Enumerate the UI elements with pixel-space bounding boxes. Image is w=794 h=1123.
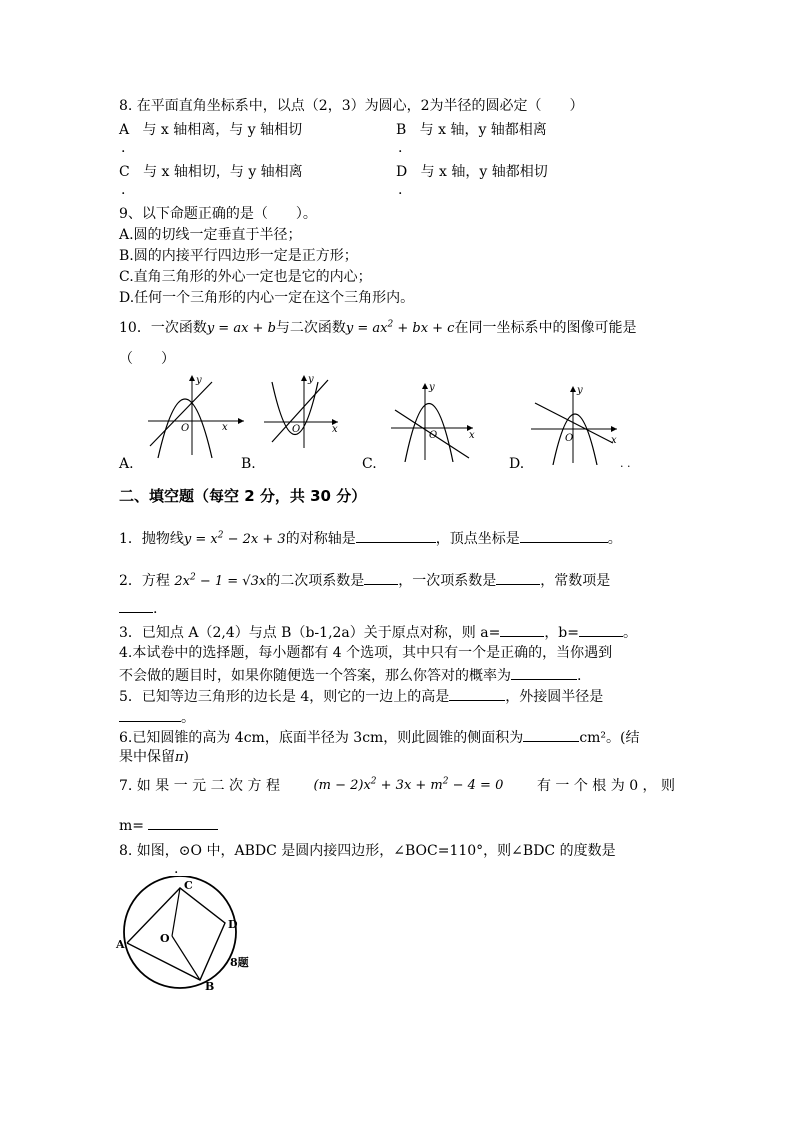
q9-option-d: D.任何一个三角形的内心一定在这个三角形内。 — [119, 290, 415, 306]
y-arrow — [422, 383, 428, 389]
formula-part: − 2x + 3 — [223, 532, 286, 547]
x-label: x — [222, 422, 228, 433]
formula-part: x — [258, 574, 267, 589]
text: 的二次项系数是 — [266, 573, 365, 589]
formula — [174, 574, 266, 589]
section-title: 二、填空题（每空 2 分，共 30 分） — [119, 487, 367, 505]
stray-dot: . — [174, 861, 179, 877]
text: 7. 如 果 一 元 二 次 方 程 — [119, 778, 280, 794]
option-letter: A — [119, 122, 130, 138]
label-o: O — [160, 932, 170, 945]
fill-q4-line1: 4.本试卷中的选择题，每小题都有 4 个选项，其中只有一个是正确的，当你遇到 — [119, 645, 613, 661]
formula-part: y = ax — [345, 321, 388, 336]
q10-label-a: A. — [119, 456, 134, 472]
origin-label: O — [429, 430, 438, 441]
text: ) — [183, 749, 190, 765]
option-letter: D — [396, 164, 408, 180]
q9-stem: 9、以下命题正确的是（ ）。 — [119, 206, 317, 222]
option-letter: C — [119, 164, 130, 180]
text: 3．已知点 A（2,4）与点 B（b-1,2a）关于原点对称，则 a= — [119, 625, 501, 641]
option-text: 与 x 轴，y 轴都相离 — [419, 122, 547, 138]
answer-blank[interactable] — [148, 815, 218, 830]
sqrt: √3 — [242, 574, 259, 589]
option-text: 与 x 轴相切，与 y 轴相离 — [143, 164, 303, 180]
text: cm²。(结 — [579, 730, 640, 746]
text: 不会做的题目时，如果你随便选一个答案，那么你答对的概率为 — [119, 668, 511, 684]
y-label: y — [577, 385, 583, 396]
quadrilateral — [127, 888, 225, 980]
text: . — [153, 601, 158, 617]
formula — [314, 777, 504, 795]
fill-q6-cont — [119, 748, 189, 767]
answer-blank[interactable] — [119, 707, 181, 722]
text: 与二次函数 — [275, 320, 346, 336]
stray-dot: . — [398, 140, 403, 156]
fill-q2-cont — [119, 598, 157, 618]
text: 2．方程 — [119, 573, 175, 589]
fill-q2 — [119, 570, 610, 591]
circle-figure — [110, 876, 280, 996]
answer-blank[interactable] — [364, 570, 398, 585]
answer-blank[interactable] — [356, 528, 436, 543]
x-arrow — [611, 426, 617, 432]
origin-label: O — [292, 424, 301, 435]
q10-stem — [119, 319, 636, 338]
origin-label: O — [181, 423, 190, 434]
exponent: 2 — [442, 776, 449, 787]
label-d: D — [228, 918, 238, 931]
formula-part: y = x — [183, 532, 218, 547]
option-text: 与 x 轴相离，与 y 轴相切 — [142, 122, 303, 138]
circle — [124, 876, 236, 988]
q8-option-c — [119, 163, 303, 181]
graph-d — [525, 383, 625, 465]
answer-blank[interactable] — [496, 570, 540, 585]
q10-label-c: C. — [362, 456, 377, 472]
q8-option-b — [396, 121, 547, 139]
y-label: y — [196, 375, 202, 386]
option-letter: B — [396, 122, 407, 138]
q8-option-a — [119, 121, 302, 139]
label-b: B — [205, 980, 215, 993]
q9-option-b: B.圆的内接平行四边形一定是正方形； — [119, 248, 358, 264]
answer-blank[interactable] — [520, 528, 608, 543]
text: ，一次项系数是 — [398, 573, 497, 589]
q9-option-a: A.圆的切线一定垂直于半径； — [119, 227, 302, 243]
q9-option-c: C.直角三角形的外心一定也是它的内心； — [119, 269, 372, 285]
answer-blank[interactable] — [579, 622, 623, 637]
text: . — [577, 668, 582, 684]
fill-q4-line2 — [119, 665, 581, 685]
formula-quadratic — [346, 321, 455, 336]
graph-c — [385, 380, 480, 462]
formula-part: − 4 = 0 — [448, 778, 504, 793]
line — [535, 403, 613, 443]
answer-blank[interactable] — [449, 686, 505, 701]
text: 1．抛物线 — [119, 531, 184, 547]
formula-part: (m − 2)x — [313, 778, 371, 793]
x-label: x — [332, 424, 338, 435]
y-arrow — [570, 386, 576, 392]
text: 在同一坐标系中的图像可能是 — [454, 320, 637, 336]
answer-blank[interactable] — [523, 727, 579, 742]
text: 的对称轴是 — [285, 531, 356, 547]
text: m= — [119, 818, 145, 834]
exponent: 2 — [370, 776, 377, 787]
answer-blank[interactable] — [500, 622, 544, 637]
graph-a — [140, 370, 250, 460]
formula-part: + 3x + m — [376, 778, 443, 793]
text: 5．已知等边三角形的边长是 4，则它的一边上的高是 — [119, 689, 450, 705]
fill-q5 — [119, 686, 603, 706]
origin-label: O — [565, 433, 574, 444]
figure-caption: 8题 — [230, 956, 249, 969]
q8-option-d — [396, 163, 548, 181]
x-label: x — [611, 435, 617, 446]
exponent: 2 — [387, 319, 394, 330]
y-label: y — [429, 382, 435, 393]
text: 。 — [623, 625, 638, 641]
y-arrow — [189, 375, 195, 381]
option-text: 与 x 轴，y 轴都相切 — [420, 164, 548, 180]
graph-b — [258, 372, 348, 452]
pi-symbol: π — [175, 750, 184, 765]
text: ，外接圆半径是 — [505, 689, 604, 705]
formula-part: − 1 = — [195, 574, 243, 589]
text: 。 — [607, 531, 622, 547]
text: ，b= — [544, 625, 580, 641]
fill-q8: 8. 如图，⊙O 中，ABDC 是圆内接四边形，∠BOC=110°，则∠BDC 的度数是 — [119, 843, 616, 859]
stray-dot: . — [121, 182, 126, 198]
fill-q7 — [119, 777, 675, 795]
answer-blank[interactable] — [511, 665, 577, 680]
parabola — [553, 414, 597, 465]
text: 有 一 个 根 为 0 ， 则 — [536, 778, 675, 794]
fill-q6 — [119, 727, 640, 747]
q10-label-d: D. — [509, 456, 525, 472]
fill-q3 — [119, 622, 637, 642]
exponent: 2 — [217, 530, 224, 541]
text: ，顶点坐标是 — [435, 531, 520, 547]
line — [150, 382, 212, 446]
q10-label-b: B. — [241, 456, 256, 472]
q10-paren: （ ） — [119, 351, 175, 367]
q8-stem: 8. 在平面直角坐标系中，以点（2，3）为圆心，2为半径的圆必定（ ） — [119, 98, 584, 114]
text: 。 — [181, 710, 195, 726]
formula-part: 2x — [174, 574, 190, 589]
y-label: y — [308, 374, 314, 385]
answer-blank[interactable] — [119, 598, 153, 613]
formula-part: + bx + c — [393, 321, 455, 336]
q10-trail: . . — [620, 457, 631, 470]
label-a: A — [116, 938, 125, 951]
text: 6.已知圆锥的高为 4cm，底面半径为 3cm，则此圆锥的侧面积为 — [119, 730, 524, 746]
fill-q5-cont — [119, 707, 195, 727]
stray-dot: . — [121, 140, 126, 156]
fill-q1 — [119, 528, 622, 549]
stray-dot: . — [398, 182, 403, 198]
text: 10．一次函数 — [119, 320, 207, 336]
fill-q7-cont — [119, 815, 218, 835]
text: 果中保留 — [119, 749, 175, 765]
exponent: 2 — [189, 572, 196, 583]
x-arrow — [238, 418, 244, 424]
y-arrow — [301, 375, 307, 381]
label-c: C — [184, 879, 193, 892]
formula — [184, 532, 286, 547]
formula-linear: y = ax + b — [206, 321, 276, 336]
text: ，常数项是 — [540, 573, 611, 589]
x-label: x — [469, 430, 475, 441]
